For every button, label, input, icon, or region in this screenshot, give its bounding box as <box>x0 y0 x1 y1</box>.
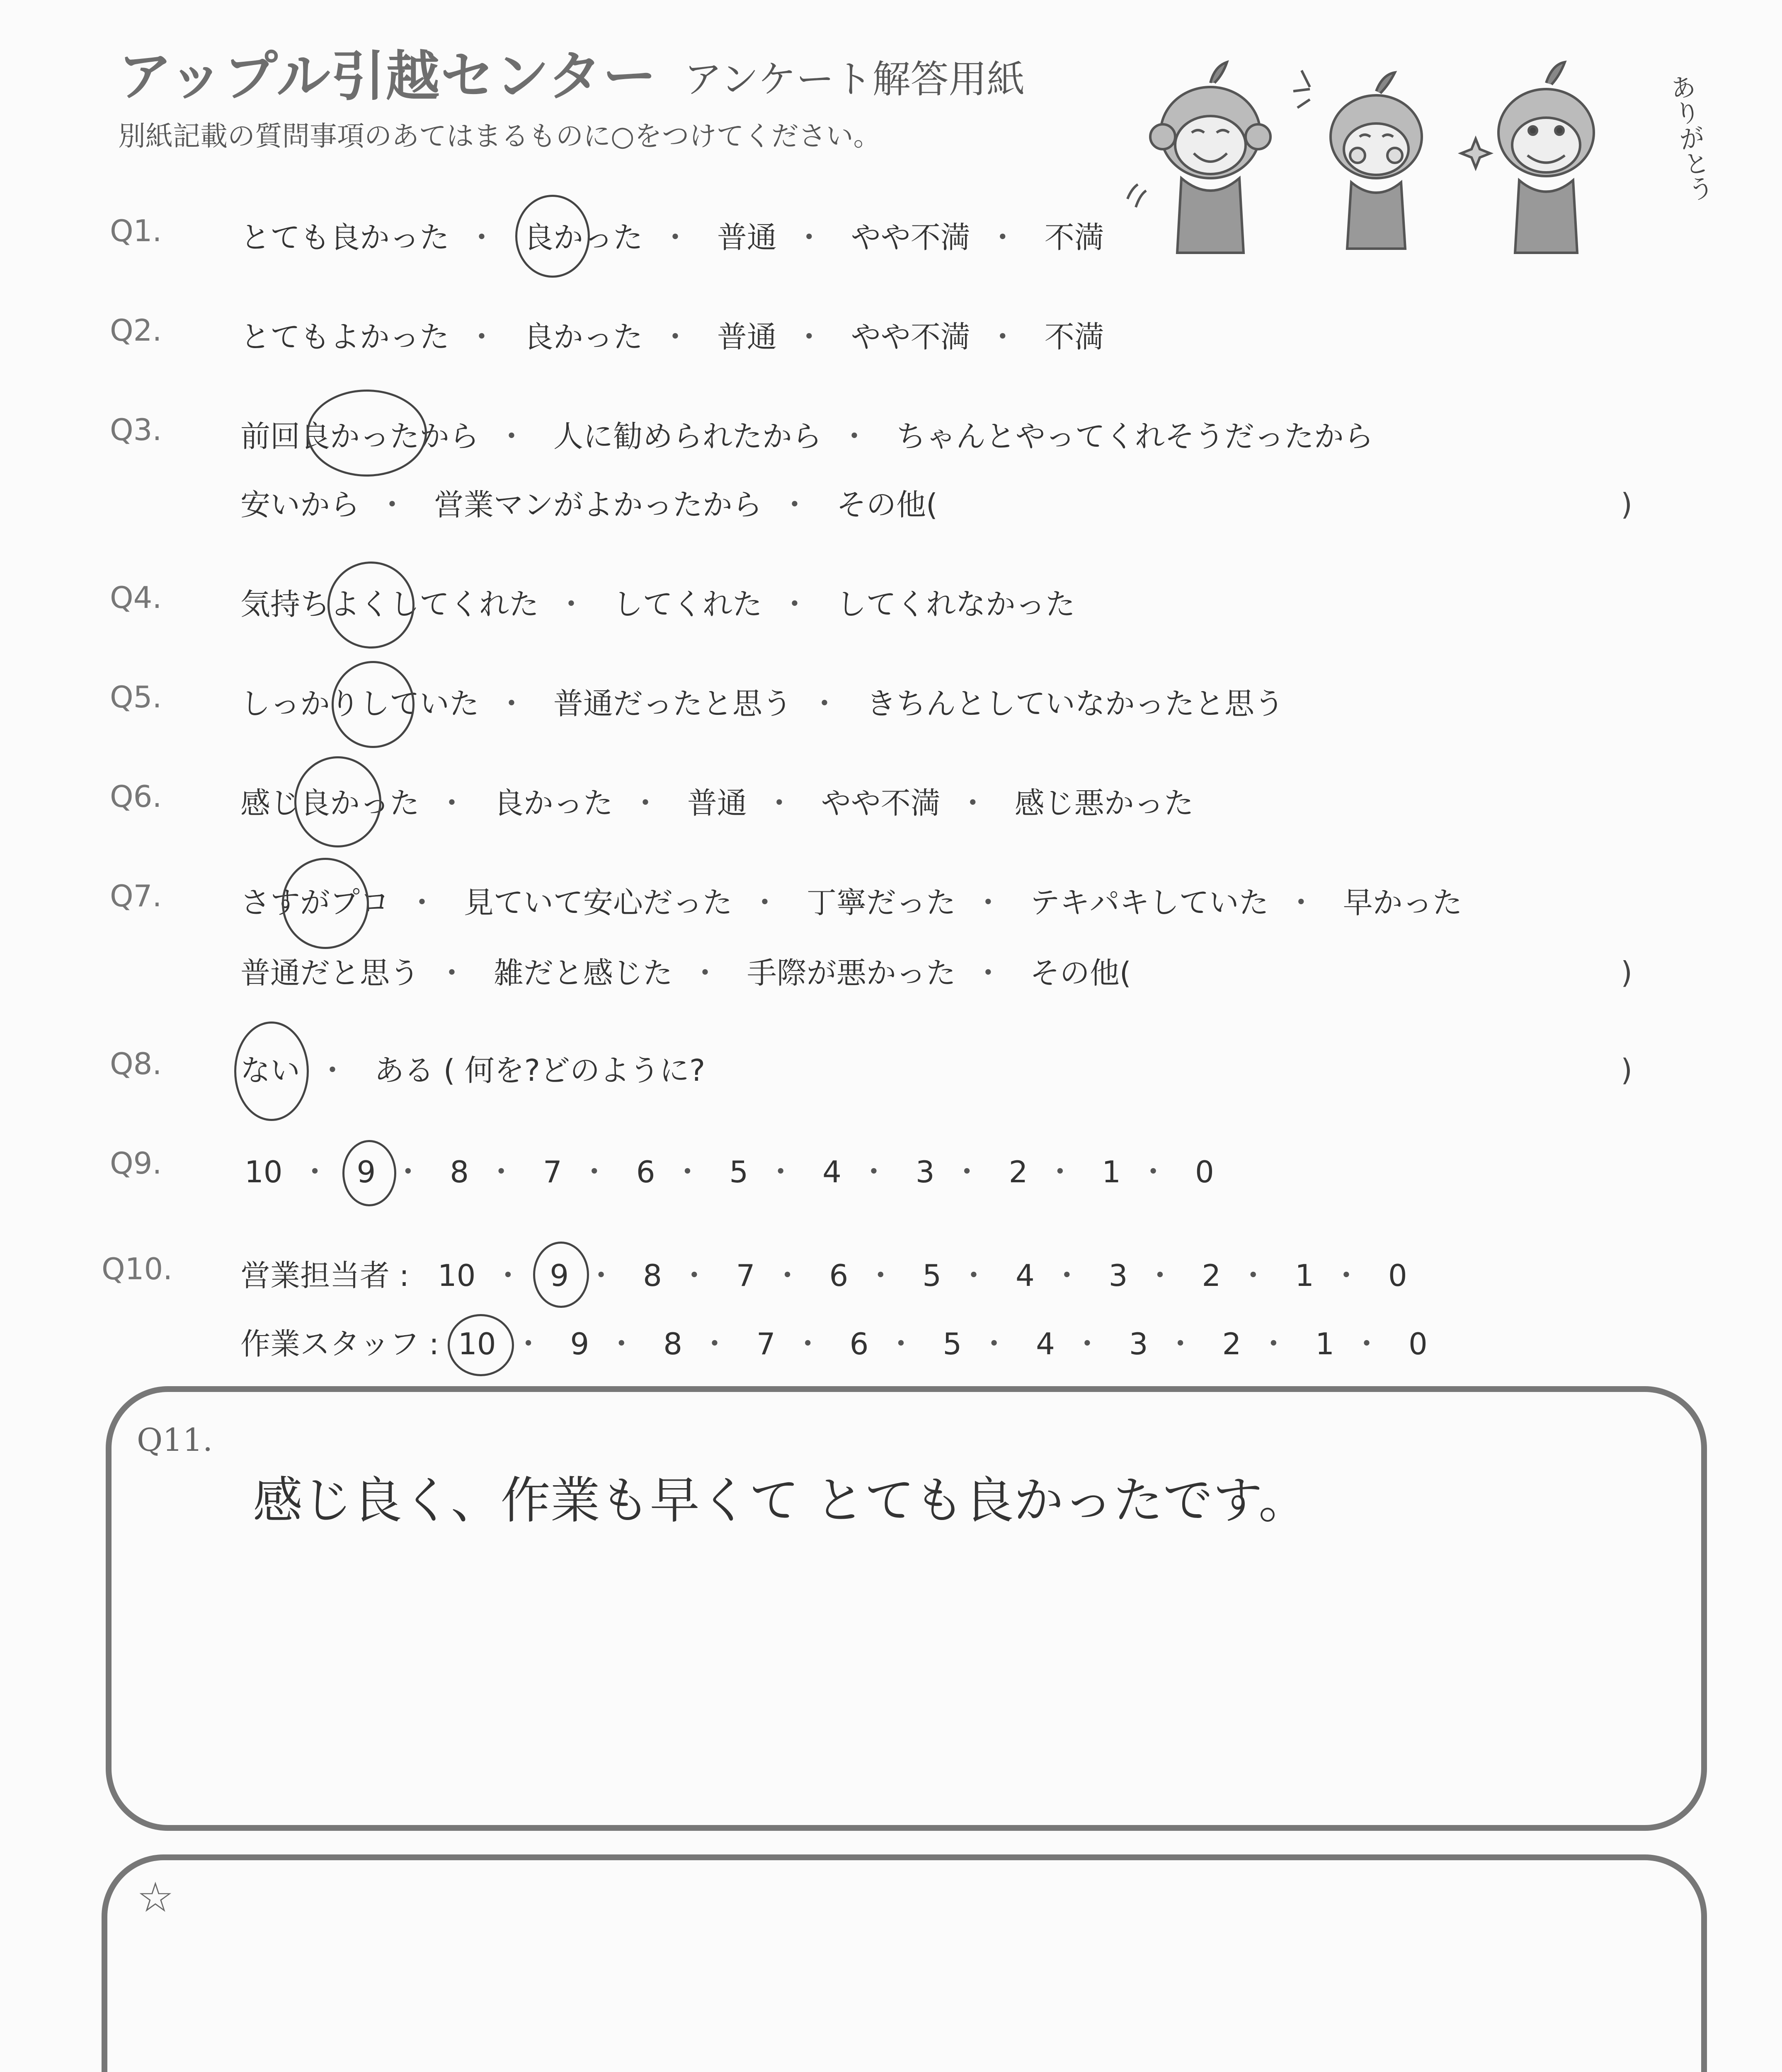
q1-option[interactable]: やや不満 <box>851 220 970 255</box>
q10-score[interactable]: 0 <box>1388 1258 1407 1293</box>
monkey-giggling-icon <box>1293 70 1422 249</box>
q8-option-selected[interactable]: ない <box>240 1046 300 1089</box>
q10-score[interactable]: 3 <box>1129 1326 1148 1361</box>
q6-option[interactable]: やや不満 <box>821 786 941 821</box>
q3-option[interactable]: ちゃんとやってくれそうだったから <box>896 419 1374 454</box>
q1-option[interactable]: 不満 <box>1044 220 1104 255</box>
q3-option-selected[interactable]: 前回良かったから <box>240 412 479 455</box>
q5-label: Q5. <box>110 680 162 714</box>
monkey-mascots-illustration <box>1127 50 1716 282</box>
q6-options: 感じ良かった ・ 良かった ・ 普通 ・ やや不満 ・ 感じ悪かった <box>240 779 1194 822</box>
monkey-smiling-icon <box>1461 62 1594 253</box>
q3-option-other[interactable]: その他( <box>836 487 938 522</box>
q10-score[interactable]: 10 <box>437 1258 476 1293</box>
q11-handwritten-answer: 感じ良く、作業も早くて とても良かったです。 <box>253 1472 1309 1530</box>
q8-label: Q8. <box>110 1046 162 1081</box>
free-comment-box[interactable] <box>102 1854 1707 2072</box>
q10-score[interactable]: 2 <box>1222 1326 1241 1361</box>
q10-score[interactable]: 5 <box>943 1326 962 1361</box>
star-icon: ☆ <box>137 1873 174 1922</box>
q7-options: さすがプロ ・ 見ていて安心だった ・ 丁寧だった ・ テキパキしていた ・ 早かった <box>240 879 1462 922</box>
form-subtitle: アンケート解答用紙 <box>684 57 1025 102</box>
q3-label: Q3. <box>110 412 162 447</box>
q9-score[interactable]: 5 <box>729 1155 749 1189</box>
q7-option[interactable]: 手際が悪かった <box>747 956 956 990</box>
q7-option-other[interactable]: その他( <box>1030 956 1131 990</box>
q10-staff-scale: 作業スタッフ : 10 ・ 9 ・ 8 ・ 7 ・ 6 ・ 5 ・ 4 ・ 3 ・ 2 ・ 1 ・ 0 <box>240 1320 1428 1363</box>
q5-options: しっかりしていた ・ 普通だったと思う ・ きちんとしていなかったと思う <box>240 680 1284 723</box>
q5-option-selected[interactable]: しっかりしていた <box>240 680 479 723</box>
q1-label: Q1. <box>110 213 162 248</box>
q10-score-selected[interactable]: 9 <box>550 1258 569 1293</box>
q2-option[interactable]: 良かった <box>523 320 643 354</box>
q10-score[interactable]: 8 <box>643 1258 662 1293</box>
q9-score[interactable]: 2 <box>1009 1155 1028 1189</box>
q10-score[interactable]: 2 <box>1202 1258 1221 1293</box>
q9-score[interactable]: 0 <box>1195 1155 1214 1189</box>
q7-option[interactable]: 見ていて安心だった <box>463 885 732 920</box>
q6-option-selected[interactable]: 感じ良かった <box>240 779 419 822</box>
q10-score[interactable]: 0 <box>1408 1326 1428 1361</box>
q4-option-selected[interactable]: 気持ちよくしてくれた <box>240 580 539 623</box>
q10-score[interactable]: 6 <box>829 1258 849 1293</box>
q6-option[interactable]: 良かった <box>493 786 613 821</box>
q2-options: とてもよかった ・ 良かった ・ 普通 ・ やや不満 ・ 不満 <box>240 313 1104 356</box>
q10-score[interactable]: 1 <box>1315 1326 1335 1361</box>
q10-score[interactable]: 7 <box>756 1326 776 1361</box>
q9-score[interactable]: 7 <box>543 1155 562 1189</box>
q10-score[interactable]: 3 <box>1108 1258 1128 1293</box>
q9-score[interactable]: 10 <box>245 1155 283 1189</box>
q4-options: 気持ちよくしてくれた ・ してくれた ・ してくれなかった <box>240 580 1075 623</box>
q3-options-row2: 安いから ・ 営業マンがよかったから ・ その他( <box>240 481 938 524</box>
q4-option[interactable]: してくれなかった <box>836 587 1075 622</box>
q8-paren-close: ) <box>1621 1053 1633 1087</box>
q8-options: ない ・ ある ( 何を?どのように? <box>240 1046 705 1089</box>
q3-option[interactable]: 安いから <box>240 487 360 522</box>
q9-score[interactable]: 3 <box>915 1155 935 1189</box>
q10-score[interactable]: 9 <box>570 1326 589 1361</box>
q3-option[interactable]: 人に勧められたから <box>553 419 822 454</box>
q9-scale: 10 ・ 9 ・ 8 ・ 7 ・ 6 ・ 5 ・ 4 ・ 3 ・ 2 ・ 1 ・ 0 <box>245 1148 1214 1191</box>
q3-paren-close: ) <box>1621 487 1633 522</box>
q9-label: Q9. <box>110 1146 162 1181</box>
q10-score[interactable]: 6 <box>849 1326 869 1361</box>
q7-option[interactable]: テキパキしていた <box>1030 885 1269 920</box>
q10-label: Q10. <box>102 1251 173 1286</box>
q10-score[interactable]: 8 <box>663 1326 682 1361</box>
q7-option[interactable]: 雑だと感じた <box>493 956 673 990</box>
q10-score[interactable]: 5 <box>922 1258 942 1293</box>
q3-options: 前回良かったから ・ 人に勧められたから ・ ちゃんとやってくれそうだったから <box>240 412 1374 455</box>
q4-label: Q4. <box>110 580 162 615</box>
q7-option[interactable]: 普通だと思う <box>240 956 420 990</box>
q10-staff-label: 作業スタッフ : <box>240 1326 439 1361</box>
q9-score-selected[interactable]: 9 <box>357 1155 376 1189</box>
q8-option[interactable]: ある ( 何を?どのように? <box>374 1053 706 1088</box>
q9-score[interactable]: 1 <box>1102 1155 1121 1189</box>
q9-score[interactable]: 4 <box>822 1155 841 1189</box>
thanks-text: ありがとう <box>1664 72 1716 204</box>
q7-options-row2: 普通だと思う ・ 雑だと感じた ・ 手際が悪かった ・ その他( <box>240 949 1131 992</box>
q1-option[interactable]: とても良かった <box>240 220 450 255</box>
q6-option[interactable]: 普通 <box>687 786 747 821</box>
q10-score[interactable]: 4 <box>1015 1258 1035 1293</box>
q3-option[interactable]: 営業マンがよかったから <box>434 487 762 522</box>
q10-score[interactable]: 1 <box>1295 1258 1314 1293</box>
q9-score[interactable]: 8 <box>450 1155 469 1189</box>
q7-label: Q7. <box>110 879 162 913</box>
q7-option[interactable]: 早かった <box>1343 885 1462 920</box>
q1-option-selected[interactable]: 良かった <box>524 213 643 257</box>
q7-option[interactable]: 丁寧だった <box>806 885 956 920</box>
q10-score[interactable]: 4 <box>1036 1326 1055 1361</box>
q7-option-selected[interactable]: さすがプロ <box>240 879 390 922</box>
q5-option[interactable]: 普通だったと思う <box>553 686 792 721</box>
q10-score-selected[interactable]: 10 <box>458 1326 496 1361</box>
q11-comment-box[interactable] <box>106 1386 1707 1831</box>
q1-option[interactable]: 普通 <box>717 220 777 255</box>
q2-label: Q2. <box>110 313 162 348</box>
q11-label: Q11. <box>137 1421 213 1458</box>
monkey-laughing-icon <box>1127 62 1270 253</box>
q2-option[interactable]: 普通 <box>717 320 777 354</box>
q7-paren-close: ) <box>1621 955 1633 990</box>
q6-label: Q6. <box>110 779 162 814</box>
q4-option[interactable]: してくれた <box>613 587 762 622</box>
q2-option[interactable]: やや不満 <box>851 320 970 354</box>
q2-option[interactable]: とてもよかった <box>240 320 450 354</box>
q1-options: とても良かった ・ 良かった ・ 普通 ・ やや不満 ・ 不満 <box>240 213 1104 257</box>
form-title: アップル引越センター <box>118 45 657 108</box>
q10-sales-scale: 営業担当者 : 10 ・ 9 ・ 8 ・ 7 ・ 6 ・ 5 ・ 4 ・ 3 ・ 2 ・ 1 ・ 0 <box>240 1251 1407 1295</box>
q10-score[interactable]: 7 <box>736 1258 755 1293</box>
q2-option[interactable]: 不満 <box>1044 320 1104 354</box>
q6-option[interactable]: 感じ悪かった <box>1014 786 1194 821</box>
q9-score[interactable]: 6 <box>636 1155 655 1189</box>
q10-sales-label: 営業担当者 : <box>240 1258 410 1293</box>
q5-option[interactable]: きちんとしていなかったと思う <box>866 686 1284 721</box>
instruction-text: 別紙記載の質問事項のあてはまるものに○をつけてください。 <box>118 120 881 152</box>
